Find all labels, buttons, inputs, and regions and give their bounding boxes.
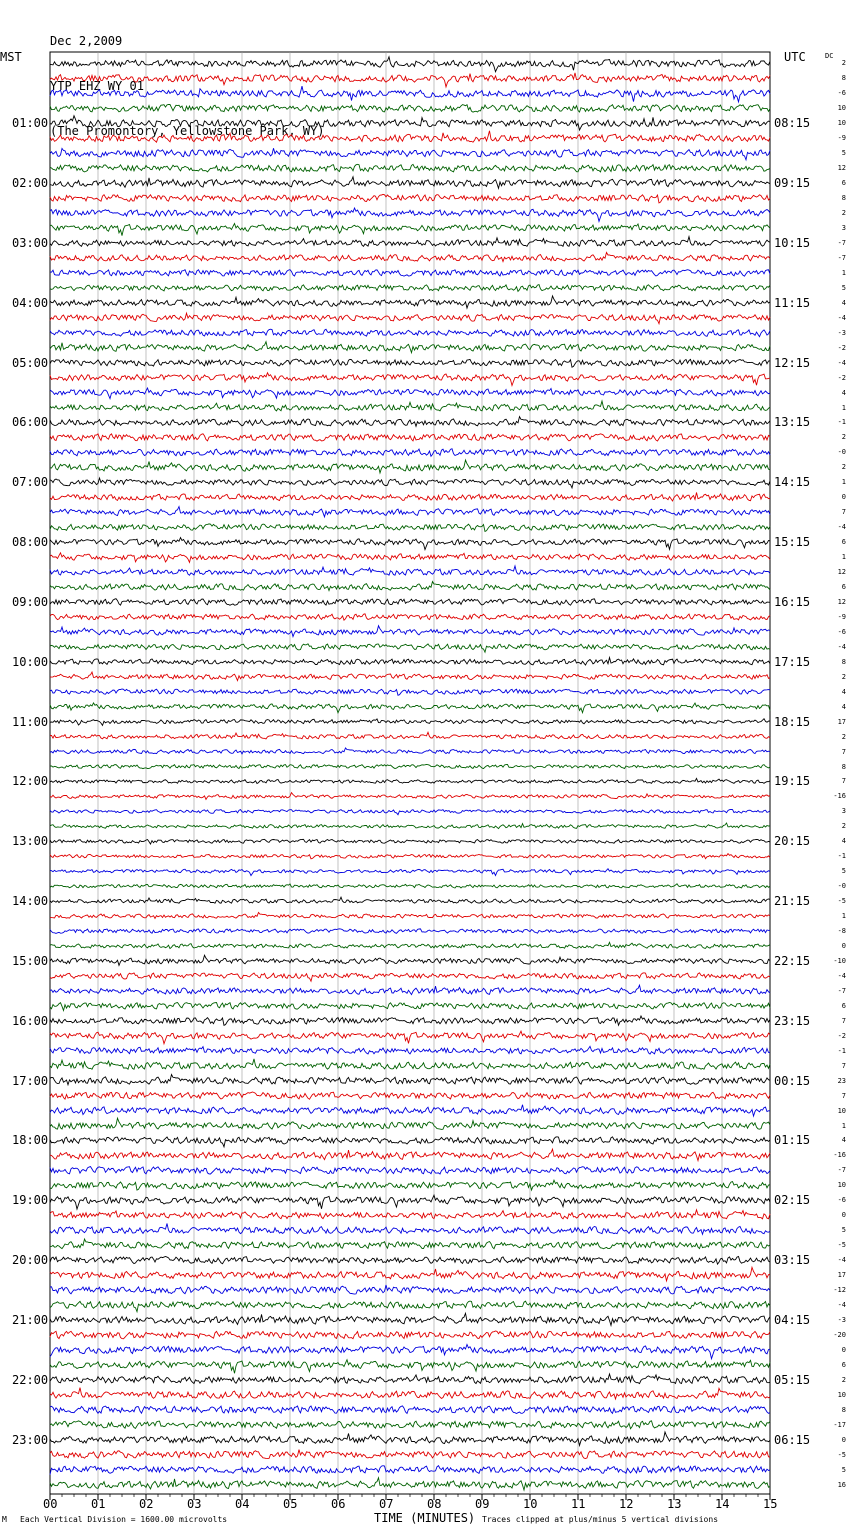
- dc-offset-value: 4: [841, 837, 846, 846]
- utc-hour-label: 21:15: [774, 894, 811, 909]
- dc-offset-value: 5: [841, 867, 846, 876]
- seismic-trace: [50, 553, 770, 563]
- dc-offset-value: -4: [837, 358, 846, 367]
- seismic-trace: [50, 1210, 770, 1219]
- mst-hour-label: 18:00: [12, 1133, 49, 1148]
- utc-hour-label: 10:15: [774, 235, 811, 250]
- dc-offset-value: 5: [841, 283, 846, 292]
- scale-note: Each Vertical Division = 1600.00 microvolts: [20, 1515, 228, 1524]
- mst-hour-label: 10:00: [12, 654, 49, 669]
- seismic-trace: [50, 1345, 770, 1359]
- dc-offset-value: 12: [837, 164, 846, 173]
- dc-offset-value: -5: [837, 897, 846, 906]
- dc-offset-value: -4: [837, 971, 846, 980]
- seismic-trace: [50, 1301, 770, 1312]
- dc-offset-value: 7: [841, 1061, 846, 1070]
- x-tick-label: 06: [331, 1497, 346, 1511]
- dc-offset-value: 0: [841, 942, 846, 951]
- seismic-trace: [50, 1331, 770, 1339]
- seismic-trace: [50, 823, 770, 829]
- seismic-trace: [50, 1267, 770, 1281]
- dc-offset-value: -1: [837, 418, 846, 427]
- seismic-trace: [50, 507, 770, 517]
- dc-offset-value: -7: [837, 1166, 846, 1175]
- seismic-trace: [50, 296, 770, 308]
- seismic-trace: [50, 793, 770, 800]
- seismic-trace: [50, 929, 770, 934]
- station-label: YTP EHZ WY 01: [50, 79, 144, 93]
- seismic-trace: [50, 626, 770, 637]
- dc-offset-value: 1: [841, 478, 846, 487]
- mst-hour-label: 12:00: [12, 774, 49, 789]
- seismic-trace: [50, 913, 770, 919]
- dc-offset-value: 4: [841, 687, 846, 696]
- mst-hour-label: 06:00: [12, 415, 49, 430]
- seismic-trace: [50, 778, 770, 783]
- dc-offset-value: 10: [837, 1390, 846, 1399]
- seismic-trace: [50, 252, 770, 261]
- seismic-trace: [50, 57, 770, 72]
- dc-offset-value: 3: [841, 224, 846, 233]
- mst-hour-label: 04:00: [12, 295, 49, 310]
- seismic-trace: [50, 1137, 770, 1147]
- seismic-trace: [50, 388, 770, 399]
- mst-hour-label: 14:00: [12, 894, 49, 909]
- dc-offset-value: -4: [837, 313, 846, 322]
- seismic-trace: [50, 985, 770, 994]
- seismic-trace: [50, 329, 770, 337]
- mst-hour-label: 19:00: [12, 1193, 49, 1208]
- dc-offset-value: -3: [837, 328, 846, 337]
- dc-offset-value: -3: [837, 1315, 846, 1324]
- dc-offset-value: -1: [837, 852, 846, 861]
- seismic-trace: [50, 131, 770, 142]
- utc-hour-label: 06:15: [774, 1432, 811, 1447]
- seismic-trace: [50, 1059, 770, 1069]
- x-tick-label: 04: [235, 1497, 250, 1511]
- mst-hour-label: 20:00: [12, 1253, 49, 1268]
- seismic-trace: [50, 1180, 770, 1190]
- x-tick-label: 10: [523, 1497, 538, 1511]
- dc-label: DC: [825, 52, 834, 60]
- utc-hour-label: 12:15: [774, 355, 811, 370]
- mst-hour-label: 08:00: [12, 535, 49, 550]
- seismic-trace: [50, 1466, 770, 1475]
- mst-hour-label: 09:00: [12, 594, 49, 609]
- utc-hour-label: 11:15: [774, 295, 811, 310]
- dc-offset-value: 8: [841, 74, 846, 83]
- x-tick-label: 01: [91, 1497, 106, 1511]
- dc-offset-value: 2: [841, 433, 846, 442]
- seismic-trace: [50, 1118, 770, 1129]
- seismic-trace: [50, 1167, 770, 1174]
- mst-hour-label: 16:00: [12, 1013, 49, 1028]
- seismic-trace: [50, 449, 770, 457]
- seismic-trace: [50, 719, 770, 726]
- dc-offset-value: 0: [841, 1211, 846, 1220]
- seismic-trace: [50, 942, 770, 948]
- seismic-trace: [50, 1421, 770, 1429]
- seismic-trace: [50, 869, 770, 876]
- dc-offset-value: 6: [841, 583, 846, 592]
- x-tick-label: 12: [619, 1497, 634, 1511]
- seismic-trace: [50, 373, 770, 386]
- seismic-trace: [50, 524, 770, 532]
- seismic-trace: [50, 1406, 770, 1414]
- dc-offset-value: -6: [837, 627, 846, 636]
- dc-offset-value: 10: [837, 1106, 846, 1115]
- seismic-trace: [50, 478, 770, 488]
- utc-hour-label: 14:15: [774, 475, 811, 490]
- mst-hour-label: 17:00: [12, 1073, 49, 1088]
- dc-offset-value: 6: [841, 1360, 846, 1369]
- dc-offset-value: 2: [841, 672, 846, 681]
- x-tick-label: 09: [475, 1497, 490, 1511]
- seismic-trace: [50, 1016, 770, 1025]
- seismic-trace: [50, 116, 770, 130]
- seismic-trace: [50, 809, 770, 814]
- utc-hour-label: 18:15: [774, 714, 811, 729]
- seismic-trace: [50, 672, 770, 681]
- utc-hour-label: 04:15: [774, 1312, 811, 1327]
- seismic-trace: [50, 1195, 770, 1209]
- utc-hour-label: 20:15: [774, 834, 811, 849]
- dc-offset-value: -0: [837, 882, 846, 891]
- x-tick-label: 05: [283, 1497, 298, 1511]
- dc-offset-value: 1: [841, 553, 846, 562]
- seismic-trace: [50, 732, 770, 739]
- location-label: (The Promontory, Yellowstone Park, WY): [50, 124, 325, 138]
- utc-hour-label: 00:15: [774, 1073, 811, 1088]
- x-tick-label: 02: [139, 1497, 154, 1511]
- dc-offset-value: 2: [841, 1375, 846, 1384]
- utc-hour-label: 13:15: [774, 415, 811, 430]
- seismic-trace: [50, 1432, 770, 1446]
- seismic-trace: [50, 854, 770, 859]
- dc-offset-value: 5: [841, 149, 846, 158]
- dc-offset-value: -0: [837, 448, 846, 457]
- dc-offset-value: -10: [833, 956, 846, 965]
- seismic-trace: [50, 434, 770, 441]
- seismic-trace: [50, 285, 770, 292]
- seismic-trace: [50, 1239, 770, 1249]
- seismic-trace: [50, 582, 770, 591]
- seismic-trace: [50, 748, 770, 754]
- mst-hour-label: 11:00: [12, 714, 49, 729]
- dc-offset-value: 2: [841, 209, 846, 218]
- seismic-trace: [50, 1285, 770, 1294]
- dc-offset-value: 1: [841, 912, 846, 921]
- dc-offset-value: -20: [833, 1330, 846, 1339]
- seismic-trace: [50, 973, 770, 981]
- utc-hour-label: 02:15: [774, 1193, 811, 1208]
- seismic-trace: [50, 417, 770, 427]
- seismic-trace: [50, 313, 770, 324]
- dc-offset-value: 8: [841, 194, 846, 203]
- seismic-trace: [50, 614, 770, 620]
- dc-offset-value: 4: [841, 388, 846, 397]
- dc-offset-value: -2: [837, 373, 846, 382]
- dc-offset-value: 7: [841, 1016, 846, 1025]
- dc-offset-value: -9: [837, 134, 846, 143]
- dc-offset-value: 0: [841, 1345, 846, 1354]
- dc-offset-value: 2: [841, 463, 846, 472]
- seismic-trace: [50, 401, 770, 411]
- mst-hour-label: 21:00: [12, 1312, 49, 1327]
- mst-hour-label: 13:00: [12, 834, 49, 849]
- dc-offset-value: 1: [841, 268, 846, 277]
- seismic-trace: [50, 148, 770, 160]
- dc-offset-value: -5: [837, 1450, 846, 1459]
- mst-hour-label: 02:00: [12, 176, 49, 191]
- seismic-trace: [50, 1360, 770, 1374]
- mst-hour-label: 15:00: [12, 953, 49, 968]
- x-tick-label: 14: [715, 1497, 730, 1511]
- x-tick-label: 11: [571, 1497, 586, 1511]
- dc-offset-value: 3: [841, 807, 846, 816]
- seismic-trace: [50, 224, 770, 236]
- x-tick-label: 03: [187, 1497, 202, 1511]
- seismic-trace: [50, 73, 770, 87]
- dc-offset-value: -6: [837, 89, 846, 98]
- dc-offset-value: 6: [841, 179, 846, 188]
- mst-hour-label: 22:00: [12, 1372, 49, 1387]
- dc-offset-value: -2: [837, 1031, 846, 1040]
- utc-label: UTC: [784, 50, 806, 64]
- dc-offset-value: 17: [837, 717, 846, 726]
- dc-offset-value: -4: [837, 1301, 846, 1310]
- mst-hour-label: 05:00: [12, 355, 49, 370]
- dc-offset-value: 6: [841, 1001, 846, 1010]
- x-tick-label: 00: [43, 1497, 58, 1511]
- seismic-trace: [50, 208, 770, 221]
- x-tick-label: 15: [763, 1497, 778, 1511]
- dc-offset-value: -16: [833, 792, 846, 801]
- dc-offset-value: 5: [841, 1465, 846, 1474]
- utc-hour-label: 09:15: [774, 176, 811, 191]
- seismic-trace: [50, 1313, 770, 1325]
- seismic-trace: [50, 839, 770, 844]
- utc-hour-label: 01:15: [774, 1133, 811, 1148]
- seismic-trace: [50, 270, 770, 277]
- dc-offset-value: 1: [841, 1121, 846, 1130]
- seismic-trace: [50, 1105, 770, 1116]
- mst-hour-label: 07:00: [12, 475, 49, 490]
- utc-hour-label: 16:15: [774, 594, 811, 609]
- seismic-trace: [50, 1450, 770, 1459]
- dc-offset-value: -7: [837, 986, 846, 995]
- dc-offset-value: 4: [841, 1136, 846, 1145]
- seismic-trace: [50, 1478, 770, 1490]
- dc-offset-value: -2: [837, 343, 846, 352]
- dc-offset-value: 1: [841, 403, 846, 412]
- dc-offset-value: 4: [841, 702, 846, 711]
- utc-hour-label: 19:15: [774, 774, 811, 789]
- dc-offset-value: -9: [837, 612, 846, 621]
- dc-offset-value: -17: [833, 1420, 846, 1429]
- utc-hour-label: 15:15: [774, 535, 811, 550]
- mst-hour-label: 23:00: [12, 1432, 49, 1447]
- seismic-trace: [50, 342, 770, 353]
- dc-offset-value: -7: [837, 238, 846, 247]
- seismic-trace: [50, 599, 770, 606]
- dc-offset-value: -4: [837, 1256, 846, 1265]
- seismic-trace: [50, 493, 770, 502]
- seismic-trace: [50, 1257, 770, 1265]
- x-tick-label: 07: [379, 1497, 394, 1511]
- dc-offset-value: 2: [841, 59, 846, 68]
- dc-offset-value: 2: [841, 822, 846, 831]
- seismic-trace: [50, 460, 770, 473]
- seismic-trace: [50, 897, 770, 903]
- dc-offset-value: 2: [841, 732, 846, 741]
- dc-offset-value: -12: [833, 1286, 846, 1295]
- dc-offset-value: -5: [837, 1241, 846, 1250]
- utc-hour-label: 05:15: [774, 1372, 811, 1387]
- dc-offset-value: 12: [837, 597, 846, 606]
- seismic-trace: [50, 1031, 770, 1044]
- dc-offset-value: 7: [841, 777, 846, 786]
- seismic-trace: [50, 177, 770, 189]
- dc-offset-value: -16: [833, 1151, 846, 1160]
- utc-hour-label: 22:15: [774, 953, 811, 968]
- seismic-trace: [50, 1388, 770, 1399]
- dc-offset-value: 0: [841, 1435, 846, 1444]
- dc-offset-value: -1: [837, 1046, 846, 1055]
- dc-offset-value: 7: [841, 747, 846, 756]
- seismic-trace: [50, 1046, 770, 1054]
- dc-offset-value: -8: [837, 927, 846, 936]
- seismic-trace: [50, 1075, 770, 1085]
- dc-offset-value: 10: [837, 119, 846, 128]
- date-label: Dec 2,2009: [50, 34, 123, 48]
- dc-offset-value: -6: [837, 1196, 846, 1205]
- seismic-trace: [50, 884, 770, 888]
- utc-hour-label: 08:15: [774, 116, 811, 131]
- utc-hour-label: 23:15: [774, 1013, 811, 1028]
- x-axis-title: TIME (MINUTES): [374, 1511, 476, 1525]
- seismic-trace: [50, 237, 770, 247]
- x-tick-label: 13: [667, 1497, 682, 1511]
- dc-offset-value: 23: [837, 1076, 846, 1085]
- dc-offset-value: 8: [841, 1405, 846, 1414]
- seismic-trace: [50, 689, 770, 695]
- dc-offset-value: 7: [841, 508, 846, 517]
- dc-offset-value: 10: [837, 104, 846, 113]
- x-tick-label: 08: [427, 1497, 442, 1511]
- dc-offset-value: 6: [841, 538, 846, 547]
- seismic-trace: [50, 1149, 770, 1161]
- seismic-trace: [50, 1374, 770, 1384]
- dc-offset-value: 16: [837, 1480, 846, 1489]
- seismic-trace: [50, 955, 770, 965]
- dc-offset-value: 8: [841, 657, 846, 666]
- seismic-trace: [50, 164, 770, 172]
- seismic-trace: [50, 658, 770, 666]
- corner-mark: M: [2, 1515, 7, 1524]
- dc-offset-value: 7: [841, 1091, 846, 1100]
- seismic-trace: [50, 538, 770, 550]
- utc-hour-label: 03:15: [774, 1253, 811, 1268]
- seismic-trace: [50, 566, 770, 575]
- seismic-trace: [50, 1224, 770, 1235]
- seismic-trace: [50, 86, 770, 102]
- dc-offset-value: 10: [837, 1181, 846, 1190]
- dc-offset-value: 5: [841, 1226, 846, 1235]
- seismic-trace: [50, 644, 770, 652]
- seismic-trace: [50, 359, 770, 367]
- dc-offset-value: 0: [841, 493, 846, 502]
- dc-offset-value: -7: [837, 253, 846, 262]
- mst-hour-label: 01:00: [12, 116, 49, 131]
- dc-offset-value: -4: [837, 523, 846, 532]
- seismic-trace: [50, 1092, 770, 1099]
- seismic-trace: [50, 105, 770, 113]
- dc-offset-value: -4: [837, 642, 846, 651]
- mst-hour-label: 03:00: [12, 235, 49, 250]
- dc-offset-value: 17: [837, 1271, 846, 1280]
- utc-hour-label: 17:15: [774, 654, 811, 669]
- seismic-trace: [50, 703, 770, 713]
- seismic-trace: [50, 764, 770, 768]
- seismic-trace: [50, 1003, 770, 1011]
- dc-offset-value: 8: [841, 762, 846, 771]
- dc-offset-value: 12: [837, 568, 846, 577]
- seismic-trace: [50, 194, 770, 203]
- clip-note: Traces clipped at plus/minus 5 vertical divisions: [482, 1515, 719, 1524]
- mst-label: MST: [0, 50, 22, 64]
- dc-offset-value: 4: [841, 298, 846, 307]
